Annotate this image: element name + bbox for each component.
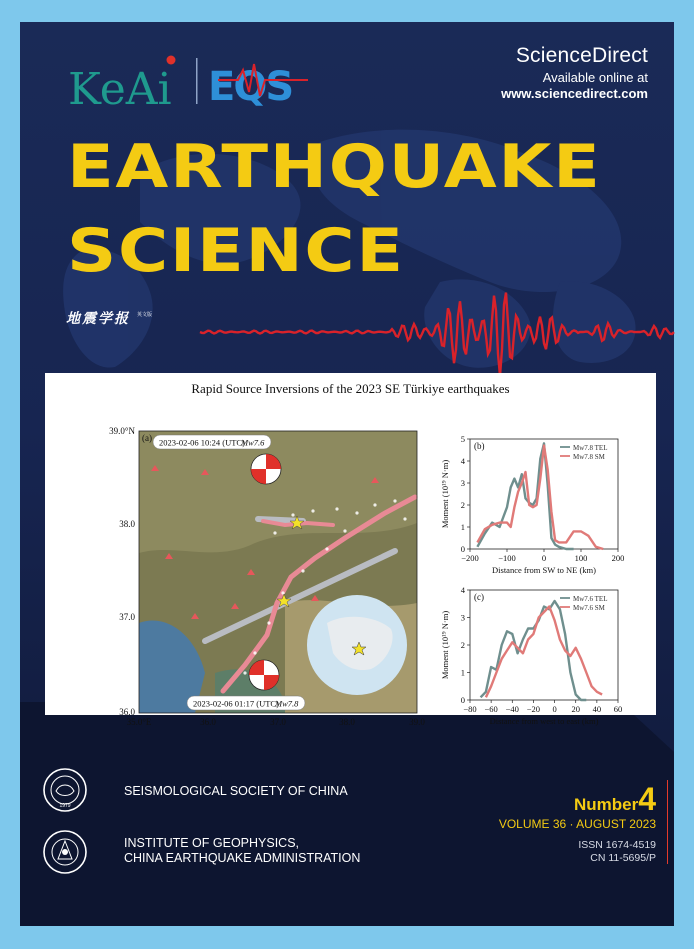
journal-chinese-title: 地震学报	[66, 311, 130, 327]
lat-tick: 37.0	[119, 612, 135, 622]
cover-figure	[45, 373, 656, 727]
lon-tick: 38.0	[339, 717, 355, 727]
issue-accent-bar	[667, 780, 669, 864]
publisher-logos	[68, 52, 328, 115]
issue-info	[498, 781, 656, 865]
lat-tick: 38.0	[119, 519, 135, 529]
issue-volume: VOLUME 36 · AUGUST 2023	[498, 817, 656, 831]
issue-number: 4	[638, 781, 656, 817]
chart-c-x-tick-label: 40	[592, 704, 602, 714]
keai-logo-text: KeAi	[68, 64, 172, 115]
journal-title-line1: EARTHQUAKE	[67, 132, 602, 202]
event2-time: 2023-02-06 01:17 (UTC)	[193, 698, 279, 709]
map-panel-label: (a)	[142, 433, 152, 443]
chart-c-x-tick-label: 20	[571, 704, 580, 714]
chart-c-legend-label: Mw7.6 TEL	[573, 595, 608, 603]
eqs-logo-text: EQS	[208, 64, 293, 110]
chart-b-y-tick-label: 0	[460, 544, 465, 554]
journal-chinese-subtitle: 英文版	[137, 312, 153, 318]
issn: ISSN 1674-4519	[578, 839, 656, 851]
chart-c-x-tick-label: −80	[463, 704, 477, 714]
issue-number-label: Number	[573, 795, 639, 814]
chart-c-y-tick-label: 0	[460, 695, 465, 705]
society-name: SEISMOLOGICAL SOCIETY OF CHINA	[124, 784, 348, 798]
chart-c-x-tick-label: −20	[526, 704, 541, 714]
event1-magnitude: Mw7.6	[241, 437, 265, 448]
chart-c-legend-label: Mw7.6 SM	[573, 604, 605, 612]
seismological-society-seal	[42, 767, 88, 813]
chart-c-x-tick-label: 60	[613, 704, 623, 714]
moment-chart-c	[440, 585, 622, 726]
lon-tick: 35.0°E	[126, 717, 152, 727]
chart-c-x-tick-label: −60	[484, 704, 498, 714]
chart-b-x-tick-label: 100	[574, 553, 588, 563]
sciencedirect-block	[501, 44, 648, 102]
institute-geophysics-seal	[42, 829, 88, 875]
chart-b-x-tick-label: −200	[461, 553, 479, 563]
chart-c-y-tick-label: 1	[460, 667, 465, 678]
figure-graphics	[45, 373, 656, 727]
map-panel	[109, 426, 425, 727]
chart-c-y-tick-label: 2	[460, 640, 465, 650]
chart-c-x-tick-label: 0	[552, 704, 557, 714]
chart-b-y-tick-label: 3	[460, 478, 465, 488]
chart-c-x-tick-label: −40	[505, 704, 519, 714]
figure-title: Rapid Source Inversions of the 2023 SE Türkiye earthquakes	[191, 381, 510, 396]
chart-b-y-tick-label: 4	[460, 456, 465, 466]
chart-b-y-tick-label: 5	[460, 434, 465, 444]
chart-c-panel-label: (c)	[474, 592, 484, 602]
institute-name	[124, 836, 360, 866]
chart-c-y-tick-label: 4	[460, 585, 465, 595]
lon-tick: 39.0	[409, 717, 425, 727]
chart-b-panel-label: (b)	[474, 441, 485, 451]
seismogram-graphic	[200, 277, 674, 387]
chart-b-x-tick-label: 0	[541, 553, 547, 563]
cn-number: CN 11-5695/P	[590, 852, 656, 864]
event2-magnitude: Mw7.8	[275, 698, 299, 709]
lon-tick: 36.0	[200, 717, 216, 727]
moment-chart-b	[440, 434, 624, 575]
institute-name-line2: CHINA EARTHQUAKE ADMINISTRATION	[124, 851, 361, 865]
sciencedirect-title: ScienceDirect	[515, 44, 648, 67]
chart-b-legend-label: Mw7.8 TEL	[573, 444, 608, 452]
lat-tick: 36.0	[119, 707, 135, 717]
chart-b-y-axis-label: Moment (10¹⁹ N·m)	[440, 459, 450, 529]
lon-tick: 37.0	[270, 717, 286, 727]
lat-tick: 39.0°N	[109, 426, 135, 436]
chart-b-x-axis-label: Distance from SW to NE (km)	[492, 565, 596, 575]
chart-b-x-tick-label: 200	[611, 553, 625, 563]
chart-c-x-axis-label: Distance from west to east (km)	[489, 716, 599, 726]
chart-b-x-tick-label: −100	[498, 553, 516, 563]
event1-time: 2023-02-06 10:24 (UTC)	[159, 437, 245, 448]
seal-year: 1979	[59, 803, 71, 809]
chart-c-y-axis-label: Moment (10¹⁹ N·m)	[440, 610, 450, 680]
chart-b-legend-label: Mw7.8 SM	[573, 453, 605, 461]
chart-c-y-tick-label: 3	[460, 612, 465, 623]
sciencedirect-url[interactable]: www.sciencedirect.com	[501, 86, 648, 101]
journal-title-line2: SCIENCE	[67, 216, 405, 286]
available-online-text: Available online at	[542, 70, 648, 85]
chart-b-y-tick-label: 1	[460, 522, 465, 532]
issue-number-row	[499, 781, 656, 817]
chart-b-y-tick-label: 2	[460, 500, 465, 510]
institute-name-line1: INSTITUTE OF GEOPHYSICS,	[124, 836, 300, 850]
